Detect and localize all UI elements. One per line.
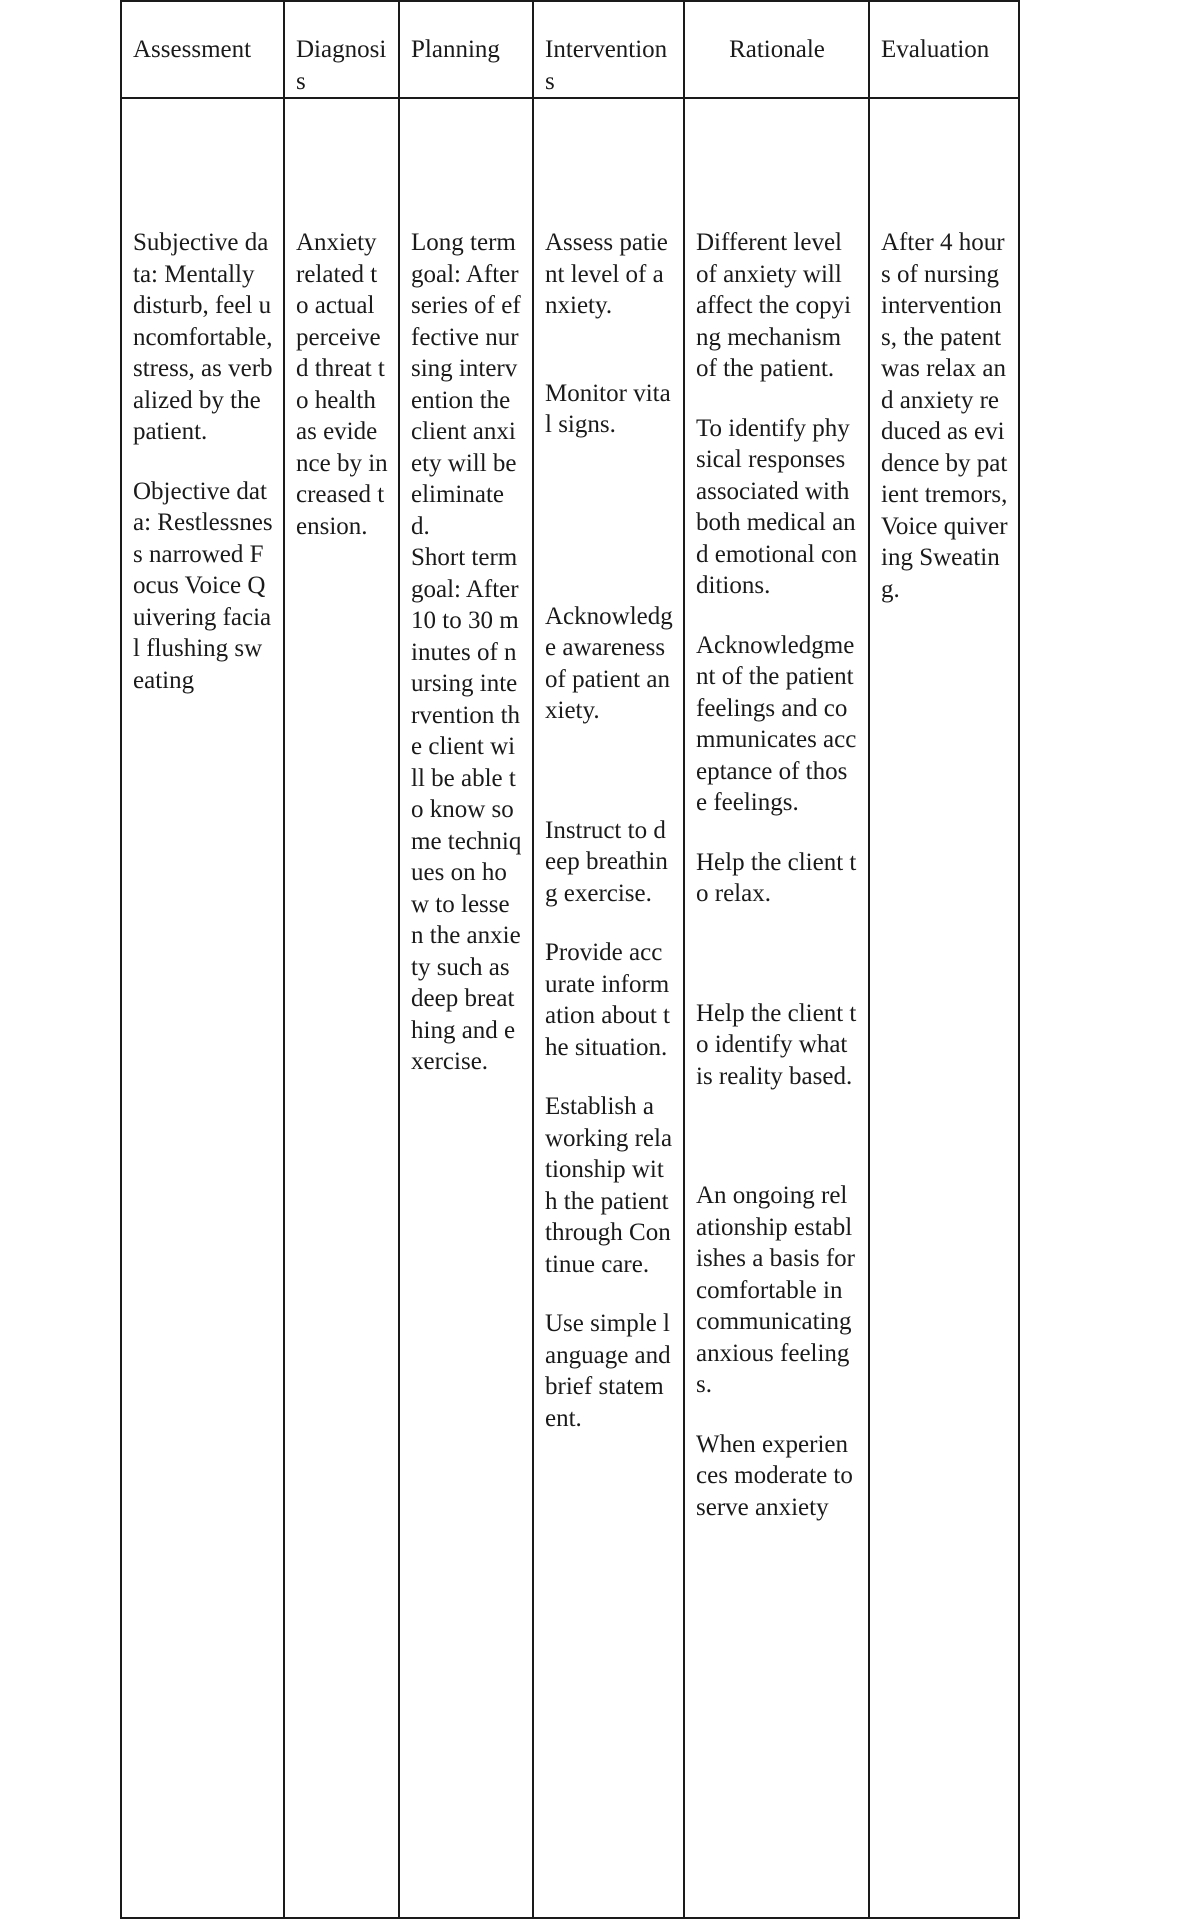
short-term-goal-text: Short term goal: After 10 to 30 minutes of nursing intervention the client will be able to know some techniques on how to lessen the anxiety such as deep breathing and exercise.: [411, 544, 522, 1075]
header-interventions: Interventions: [533, 1, 684, 98]
long-term-goal-text: Long term goal: After series of effective nursing intervention the client anxiety will be eliminated.: [411, 229, 521, 540]
diagnosis-cell: [284, 98, 399, 1918]
table-row: [121, 98, 1019, 1918]
rationale-item: An ongoing relationship establishes a basis for comfortable in communicating anxious feelings.: [696, 1182, 855, 1398]
header-planning: Planning: [399, 1, 533, 98]
rationale-item: Different level of anxiety will affect the copying mechanism of the patient.: [696, 229, 852, 382]
header-evaluation: Evaluation: [869, 1, 1019, 98]
interventions-cell: [533, 98, 684, 1918]
assessment-cell: [121, 98, 284, 1918]
intervention-item: Use simple language and brief statement.: [545, 1310, 671, 1432]
header-diagnosis: Diagnosis: [284, 1, 399, 98]
evaluation-text: After 4 hours of nursing interventions, the patent was relax and anxiety reduced as evidence by patient tremors, Voice quivering Sweating.: [881, 229, 1008, 603]
diagnosis-text: Anxiety related to actual perceived threat to health as evidence by increased tension.: [296, 229, 388, 540]
intervention-item: Acknowledge awareness of patient anxiety.: [545, 602, 673, 724]
rationale-item: To identify physical responses associated with both medical and emotional conditions.: [696, 414, 858, 599]
header-assessment: Assessment: [121, 1, 284, 98]
nursing-care-plan-table: [120, 0, 1020, 1919]
intervention-item: Assess patient level of anxiety.: [545, 229, 668, 319]
rationale-item: Acknowledgment of the patient feelings and communicates acceptance of those feelings.: [696, 631, 857, 816]
rationale-item: When experiences moderate to serve anxiety: [696, 1430, 853, 1521]
planning-cell: [399, 98, 533, 1918]
rationale-item: Help the client to relax.: [696, 848, 857, 907]
header-row: [121, 1, 1019, 98]
header-rationale: Rationale: [684, 1, 869, 98]
subjective-data-text: Subjective data: Mentally disturb, feel uncomfortable, stress, as verbalized by the patient.: [133, 229, 273, 445]
intervention-item: Provide accurate information about the situation.: [545, 939, 670, 1061]
intervention-item: Instruct to deep breathing exercise.: [545, 816, 668, 907]
intervention-item: Monitor vital signs.: [545, 379, 671, 438]
rationale-item: Help the client to identify what is reality based.: [696, 999, 857, 1090]
evaluation-cell: [869, 98, 1019, 1918]
objective-data-text: Objective data: Restlessness narrowed Focus Voice Quivering facial flushing sweating: [133, 477, 273, 694]
intervention-item: Establish a working relationship with the patient through Continue care.: [545, 1093, 673, 1278]
rationale-cell: [684, 98, 869, 1918]
